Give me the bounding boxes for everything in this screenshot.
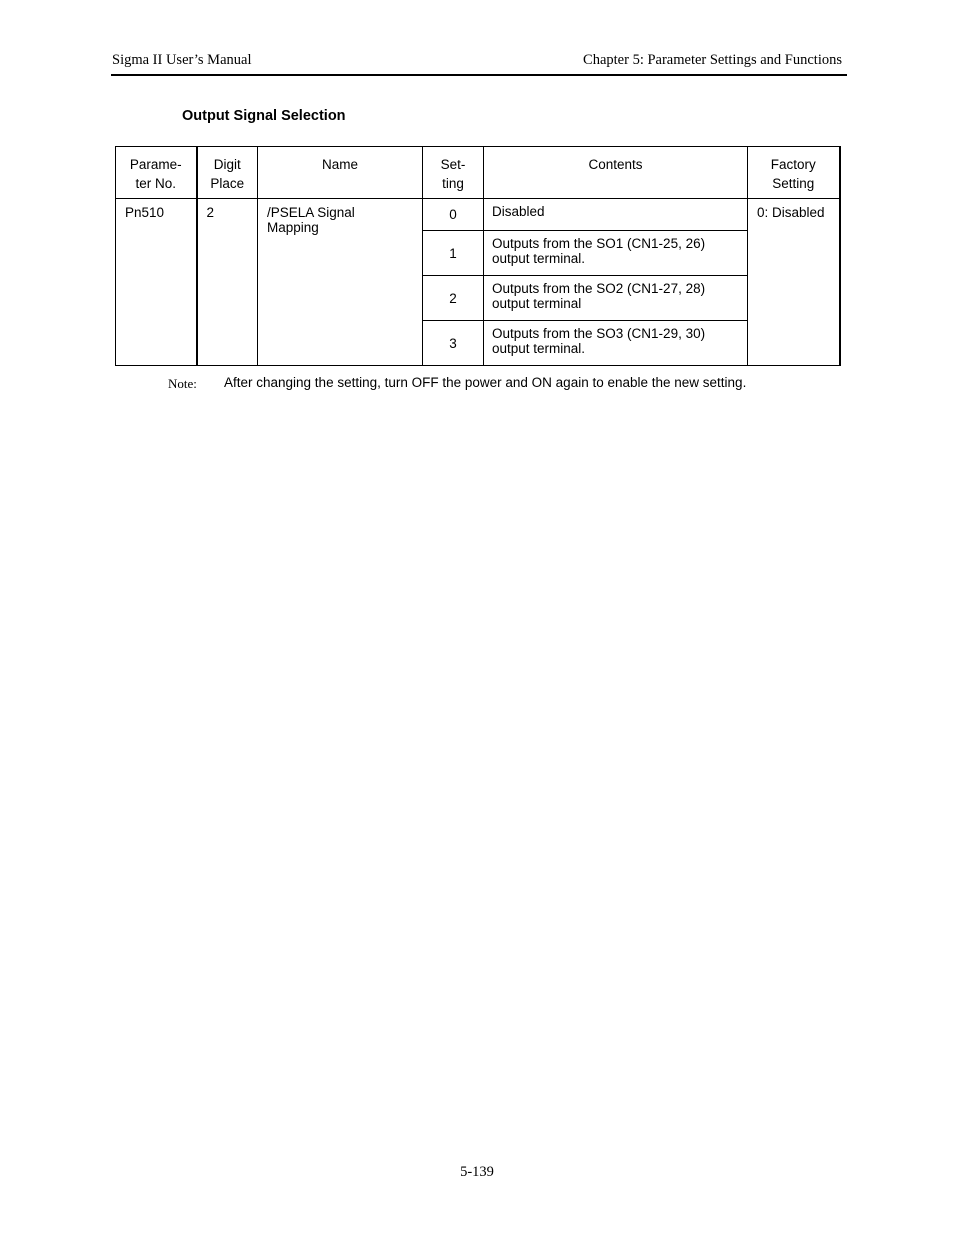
- header-digit-place-line1: Digit: [213, 157, 241, 172]
- cell-contents-line2: output terminal.: [492, 251, 586, 266]
- section-title: Output Signal Selection: [182, 108, 346, 124]
- cell-name-line2: Mapping: [267, 220, 319, 235]
- header-factory-setting: [748, 147, 840, 199]
- cell-setting: 3: [423, 321, 484, 366]
- header-factory-setting-line1: Factory: [770, 157, 816, 172]
- parameter-table: [115, 146, 841, 366]
- cell-contents-line1: Outputs from the SO2 (CN1-27, 28): [492, 281, 706, 296]
- header-rule: [111, 74, 847, 76]
- cell-contents: [484, 321, 748, 366]
- cell-contents-line2: output terminal: [492, 296, 582, 311]
- running-header-chapter: Chapter 5: Parameter Settings and Functions: [583, 52, 842, 68]
- note-label: Note:: [168, 376, 197, 391]
- cell-contents: [484, 199, 748, 231]
- header-factory-setting-line2: Setting: [772, 176, 815, 191]
- cell-contents: [484, 276, 748, 321]
- header-name: [258, 147, 423, 199]
- header-name-label: Name: [321, 157, 358, 172]
- running-header-title: Sigma II User’s Manual: [112, 52, 252, 68]
- table-row: [116, 199, 840, 231]
- header-parameter-no: [116, 147, 197, 199]
- cell-factory-setting: 0: Disabled: [748, 199, 840, 366]
- header-setting-line2: ting: [442, 176, 464, 191]
- header-setting: [423, 147, 484, 199]
- header-digit-place-line2: Place: [210, 176, 245, 191]
- cell-parameter-no: Pn510: [116, 199, 197, 366]
- table-header-row: [116, 147, 840, 199]
- cell-digit-place: 2: [197, 199, 258, 366]
- cell-name-line1: /PSELA Signal: [267, 205, 355, 220]
- cell-contents-line1: Outputs from the SO1 (CN1-25, 26): [492, 236, 706, 251]
- header-contents-label: Contents: [588, 157, 643, 172]
- cell-contents-line1: Outputs from the SO3 (CN1-29, 30): [492, 326, 706, 341]
- cell-contents: [484, 231, 748, 276]
- note-text: After changing the setting, turn OFF the power and ON again to enable the new setting.: [224, 375, 747, 390]
- page-number: 5-139: [460, 1164, 494, 1180]
- cell-contents-line2: output terminal.: [492, 341, 586, 356]
- header-digit-place: [197, 147, 258, 199]
- header-parameter-no-line2: ter No.: [135, 176, 176, 191]
- cell-contents-line1: Disabled: [492, 204, 545, 219]
- cell-setting: 0: [423, 199, 484, 231]
- cell-name: [258, 199, 423, 366]
- cell-setting: 1: [423, 231, 484, 276]
- header-parameter-no-line1: Parame-: [129, 157, 182, 172]
- cell-setting: 2: [423, 276, 484, 321]
- header-setting-line1: Set-: [440, 157, 466, 172]
- header-contents: [484, 147, 748, 199]
